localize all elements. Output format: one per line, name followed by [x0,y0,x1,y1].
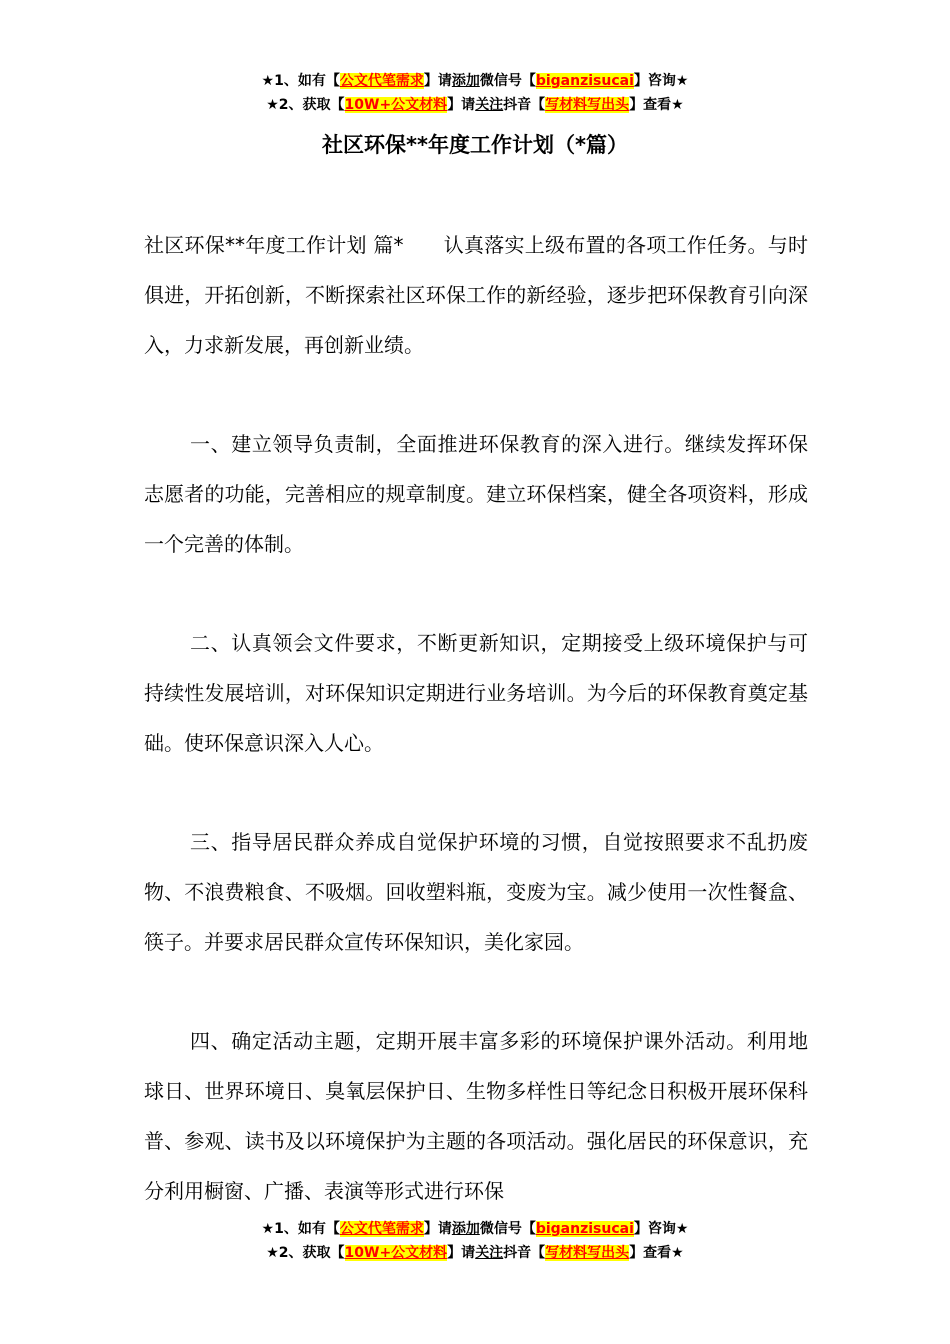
banner-underline: 关注 [475,1245,504,1261]
banner-text: ★1、如有【 [261,1221,340,1237]
banner-line-2 [0,93,950,117]
paragraph-3: 三、指导居民群众养成自觉保护环境的习惯，自觉按照要求不乱扔废物、不浪费粮食、不吸烟。回收塑料瓶，变废为宝。减少使用一次性餐盒、筷子。并要求居民群众宣传环保知识，美化家园。 [144,830,808,954]
document-title: 社区环保**年度工作计划（*篇） [322,133,628,157]
banner-highlight: biganzisucai [535,1221,634,1237]
document-body [144,220,808,1216]
banner-line-2 [0,1241,950,1265]
banner-text: ★1、如有【 [261,73,340,89]
banner-line-1 [0,1217,950,1241]
banner-text: 微信号【 [479,1221,536,1237]
banner-highlight: 写材料写出头 [545,97,630,113]
banner-text: 】咨询★ [633,1221,689,1237]
paragraph-4: 四、确定活动主题，定期开展丰富多彩的环境保护课外活动。利用地球日、世界环境日、臭氧层保护日、生物多样性日等纪念日积极开展环保科普、参观、读书及以环境保护为主题的各项活动。强化居民的环保意识，充分利用橱窗、广播、表演等形式进行环保 [144,1029,808,1203]
intro-text: 认真落实上级布置的各项工作任务。与时俱进，开拓创新，不断探索社区环保工作的新经验，逐步把环保教育引向深入，力求新发展，再创新业绩。 [144,233,808,357]
banner-text: 微信号【 [479,73,536,89]
banner-line-1 [0,69,950,93]
banner-text: ★2、获取【 [266,97,345,113]
header-banner [0,69,950,117]
banner-text: 】请 [423,1221,452,1237]
banner-text: 】请 [423,73,452,89]
paragraph-1: 一、建立领导负责制，全面推进环保教育的深入进行。继续发挥环保志愿者的功能，完善相应的规章制度。建立环保档案，健全各项资料，形成一个完善的体制。 [144,432,808,556]
paragraph-2: 二、认真领会文件要求，不断更新知识，定期接受上级环境保护与可持续性发展培训，对环保知识定期进行业务培训。为今后的环保教育奠定基础。使环保意识深入人心。 [144,631,808,755]
banner-text: 】咨询★ [633,73,689,89]
banner-underline: 关注 [475,97,504,113]
banner-underline: 添加 [451,1221,480,1237]
banner-text: 抖音【 [503,97,546,113]
intro-paragraph [144,220,808,370]
banner-text: 抖音【 [503,1245,546,1261]
banner-highlight: 公文代笔需求 [339,1221,424,1237]
banner-text: 】查看★ [629,97,684,113]
banner-highlight: 10W+公文材料 [344,1245,448,1261]
banner-underline: 添加 [451,73,480,89]
banner-highlight: 10W+公文材料 [344,97,448,113]
banner-text: 】查看★ [629,1245,684,1261]
banner-highlight: 写材料写出头 [545,1245,630,1261]
footer-banner [0,1217,950,1265]
banner-text: 】请 [447,97,476,113]
banner-text: ★2、获取【 [266,1245,345,1261]
banner-highlight: 公文代笔需求 [339,73,424,89]
banner-highlight: biganzisucai [535,73,634,89]
banner-text: 】请 [447,1245,476,1261]
intro-label: 社区环保**年度工作计划 篇* [144,233,404,257]
